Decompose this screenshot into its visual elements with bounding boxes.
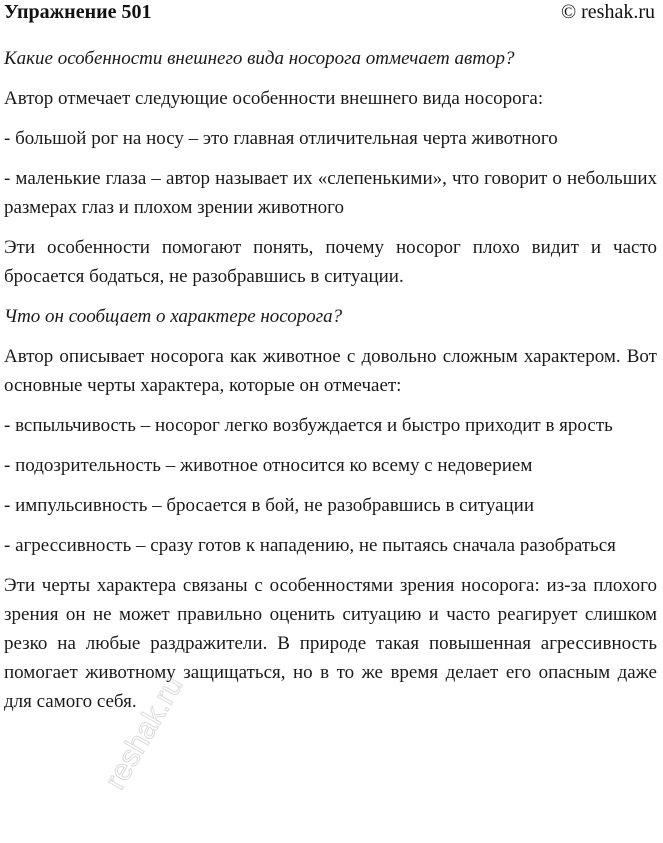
character-item-aggression: - агрессивность – сразу готов к нападению, не пытаясь сначала разобраться — [4, 535, 616, 556]
page-header — [4, 0, 655, 26]
character-item-impulsiveness: - импульсивность – бросается в бой, не разобравшись в ситуации — [4, 495, 535, 516]
answer-intro-appearance: Автор отмечает следующие особенности внешнего вида носорога: — [4, 88, 544, 109]
appearance-item-eyes: - маленькие глаза – автор называет их «слепенькими», что говорит о небольших размерах глаз и плохом зрении животного — [4, 168, 657, 218]
question-appearance: Какие особенности внешнего вида носорога отмечает автор? — [4, 48, 515, 69]
copyright-notice: © reshak.ru — [560, 1, 655, 23]
question-character: Что он сообщает о характере носорога? — [4, 306, 343, 327]
watermark-text: reshak.ru — [98, 670, 190, 796]
answer-intro-character: Автор описывает носорога как животное с довольно сложным характером. Вот основные черты характера, которые он отмечает: — [4, 346, 657, 396]
appearance-conclusion: Эти особенности помогают понять, почему носорог плохо видит и часто бросается бодаться, не разобравшись в ситуации. — [4, 237, 657, 287]
character-item-suspicion: - подозрительность – животное относится ко всему с недоверием — [4, 455, 533, 476]
answer-content — [4, 44, 657, 716]
appearance-item-horn: - большой рог на носу – это главная отличительная черта животного — [4, 128, 558, 149]
character-item-temper: - вспыльчивость – носорог легко возбуждается и быстро приходит в ярость — [4, 415, 613, 436]
character-conclusion: Эти черты характера связаны с особенностями зрения носорога: из-за плохого зрения он не может правильно оценить ситуацию и часто реагирует слишком резко на любые раздражители. В природе такая повышенная агрессивность помогает животному защищаться, но в то же время делает его опасным даже для самого себя. — [4, 575, 657, 712]
exercise-title: Упражнение 501 — [4, 1, 152, 23]
